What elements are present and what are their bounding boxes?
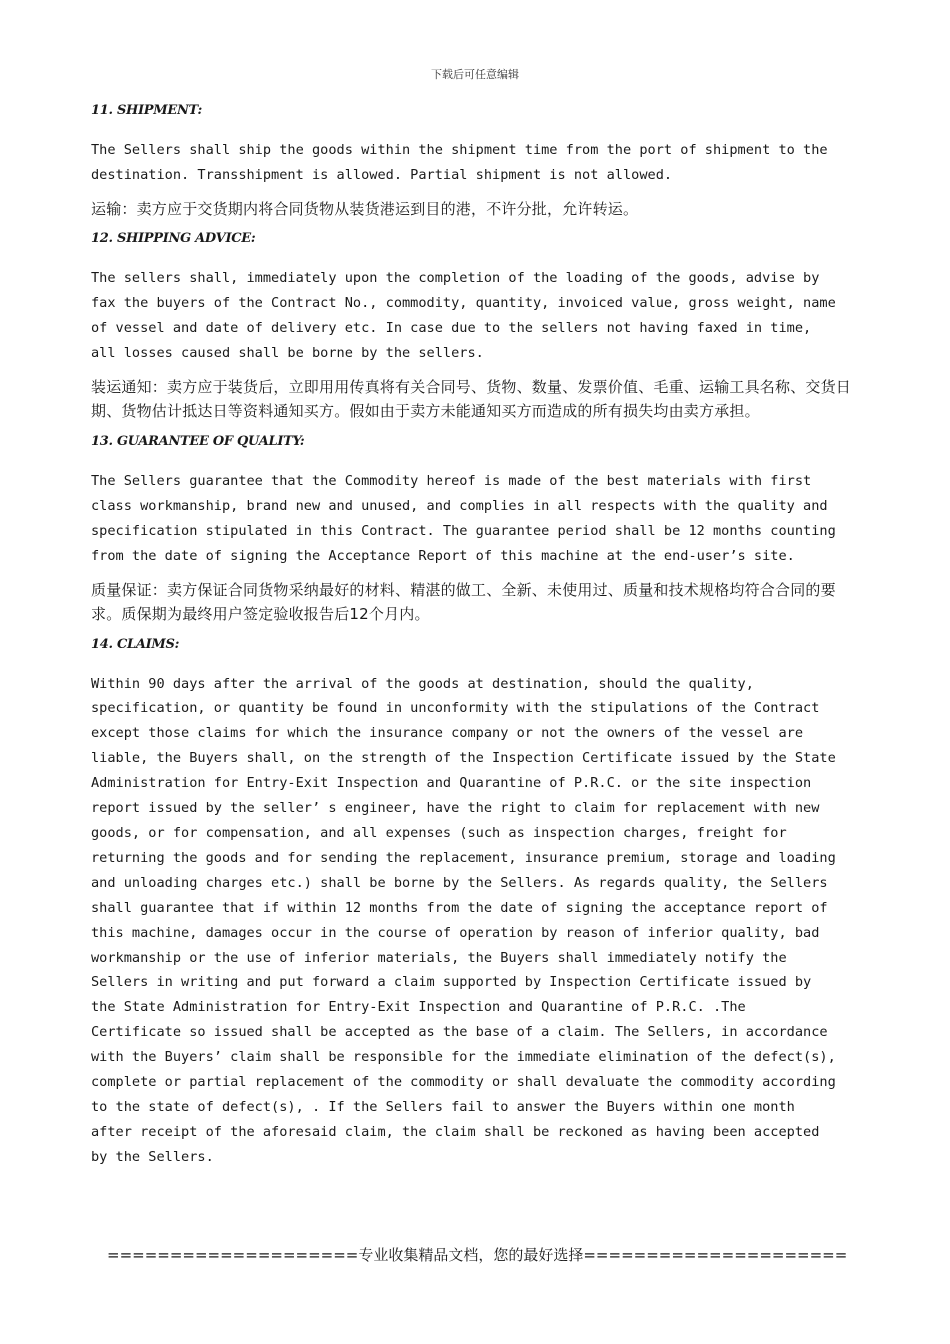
section-heading-claims: 14. CLAIMS:	[91, 636, 180, 652]
section-text-english: The sellers shall, immediately upon the completion of the loading of the goods, advise by fax the buyers of the Contract No., commodity, quantity, invoiced value, gross weight, name of vessel and date of delivery etc. In case due to the sellers not having faxed in time, all losses caused shall be borne by the sellers.	[91, 270, 836, 362]
section-heading-shipment: 11. SHIPMENT:	[91, 103, 202, 118]
section-text-chinese: 运输：卖方应于交货期内将合同货物从装货港运到目的港，不许分批，允许转运。	[91, 199, 639, 218]
section-text-english: Within 90 days after the arrival of the goods at destination, should the quality, specification, or quantity be found in unconformity with the stipulations of the Contract except those claims for which the insurance company or not the owners of the vessel are liable, the Buyers shall, on the strength of the Inspection Certificate issued by the State Administration for Entry-Exit Inspection and Quarantine of P.R.C. or the site inspection report issued by the seller’ s engineer, have the right to claim for replacement with new goods, or for compensation, and all expenses (such as inspection charges, freight for returning the goods and for sending the replacement, insurance premium, storage and loading and unloading charges etc.) shall be borne by the Sellers. As regards quality, the Sellers shall guarantee that if within 12 months from the date of signing the acceptance report of this machine, damages occur in the course of operation by reason of inferior quality, bad workmanship or the use of inferior materials, the Buyers shall immediately notify the Sellers in writing and put forward a claim supported by Inspection Certificate issued by the State Administration for Entry-Exit Inspection and Quarantine of P.R.C. .The Certificate so issued shall be accepted as the base of a claim. The Sellers, in accordance with the Buyers’ claim shall be responsible for the immediate elimination of the defect(s), complete or partial replacement of the commodity or shall devaluate the commodity according to the state of defect(s), . If the Sellers fail to answer the Buyers within one month after receipt of the aforesaid claim, the claim shall be reckoned as having been accepted by the Sellers.	[91, 675, 836, 1165]
contract-clauses	[91, 100, 861, 1179]
section-heading-guarantee: 13. GUARANTEE OF QUALITY:	[91, 433, 305, 449]
section-heading-shipping-advice: 12. SHIPPING ADVICE:	[91, 231, 256, 247]
section-text-english: The Sellers shall ship the goods within the shipment time from the port of shipment to the destination. Transshipment is allowed. Partial shipment is not allowed.	[91, 142, 828, 183]
section-text-english: The Sellers guarantee that the Commodity hereof is made of the best materials with first class workmanship, brand new and unused, and complies in all respects with the quality and specification stipulated in this Contract. The guarantee period shall be 12 months counting from the date of signing the Acceptance Report of this machine at the end-user’s site.	[91, 472, 836, 564]
footer-banner: ====================专业收集精品文档，您的最好选择=====================	[107, 1246, 848, 1264]
section-text-chinese: 质量保证：卖方保证合同货物采纳最好的材料、精湛的做工、全新、未使用过、质量和技术规格均符合合同的要求。质保期为最终用户签定验收报告后12个月内。	[91, 580, 836, 624]
header-note: 下载后可任意编辑	[431, 68, 519, 81]
section-text-chinese: 装运通知：卖方应于装货后，立即用用传真将有关合同号、货物、数量、发票价值、毛重、运输工具名称、交货日期、货物估计抵达日等资料通知买方。假如由于卖方未能通知买方而造成的所有损失均由卖方承担。	[91, 377, 852, 421]
